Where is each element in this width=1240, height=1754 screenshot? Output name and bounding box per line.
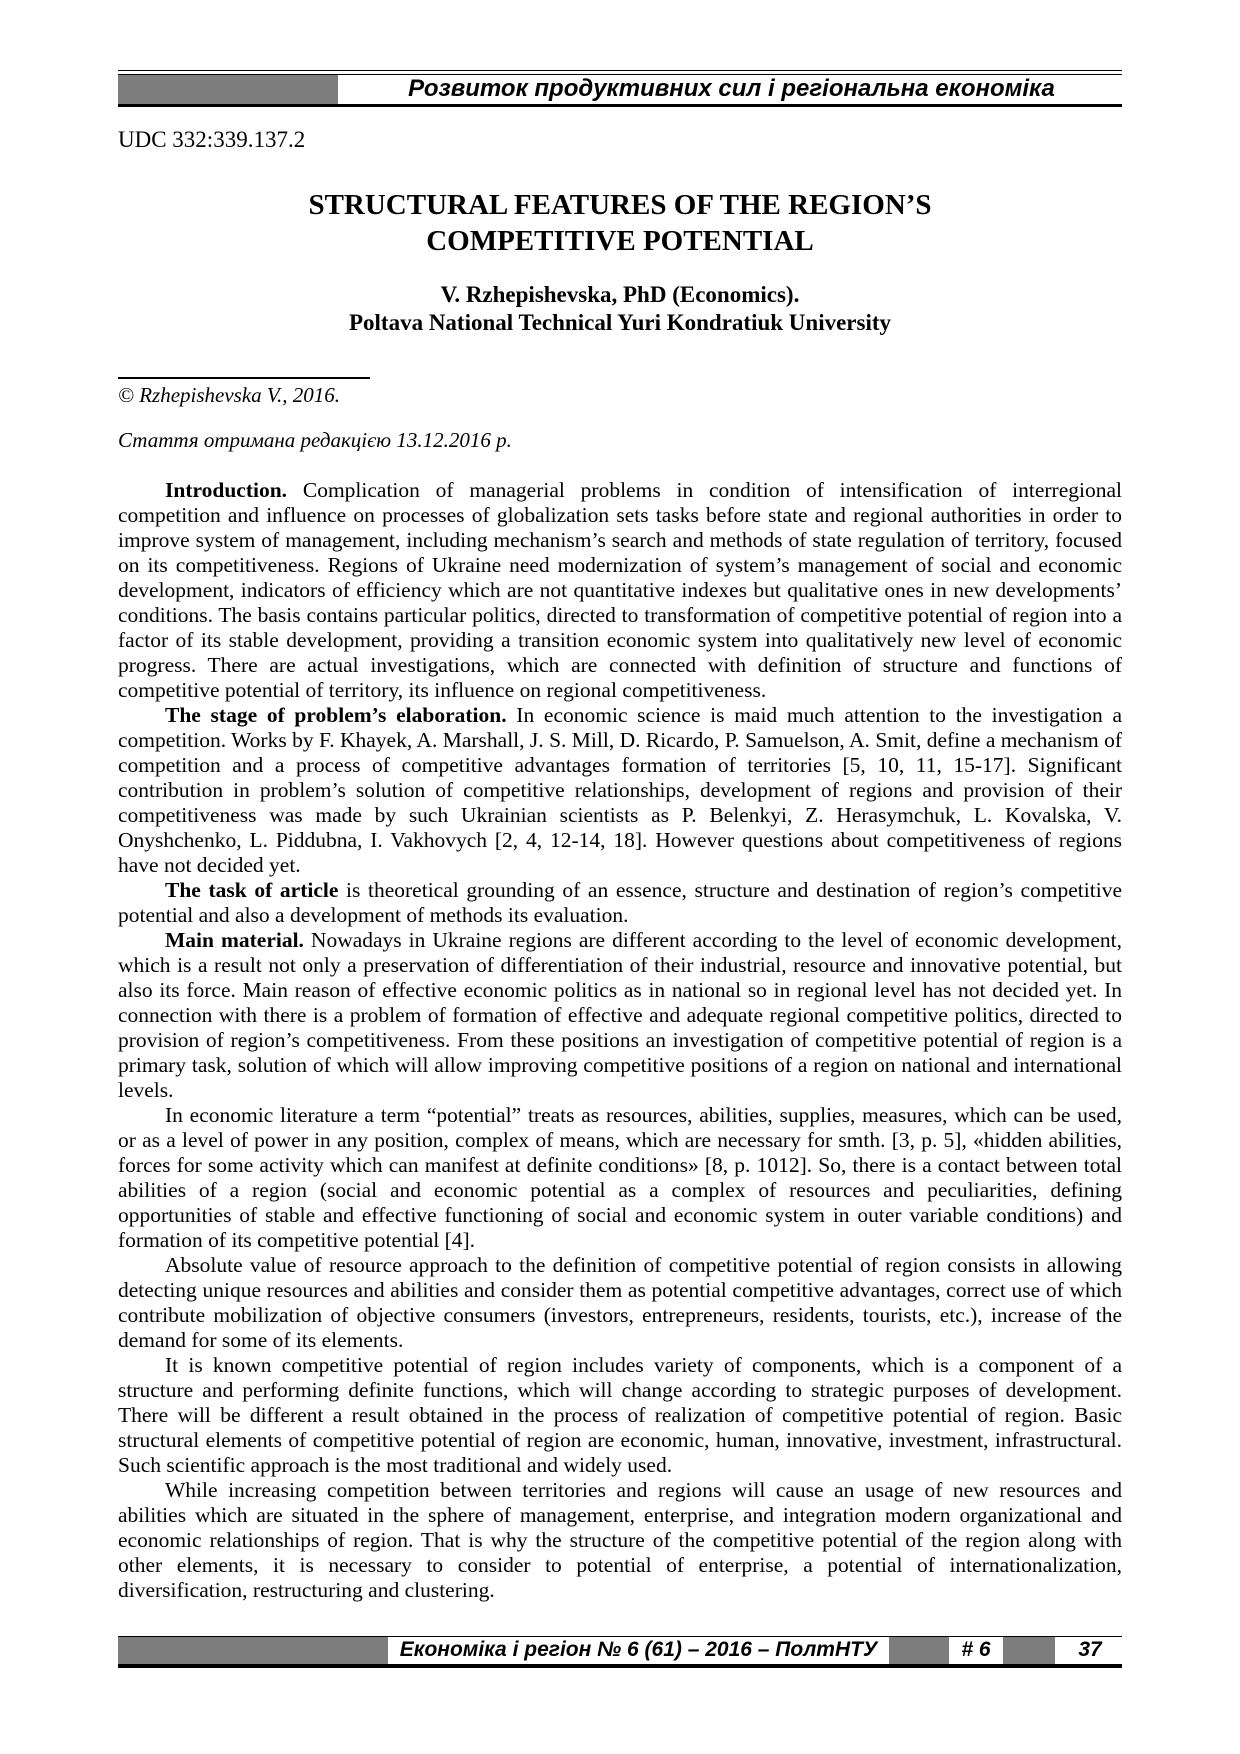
udc-code: UDC 332:339.137.2 [118,127,306,152]
footer-gray-block-1 [118,1637,388,1664]
paragraph: In economic literature a term “potential” treats as resources, abilities, supplies, measures, which can be used, or as a level of power in any position, complex of means, which are necessary for smth. [3, p. 5], «hidden abilities, forces for some activity which can manifest at definite conditions» [8, p. 1012]. So, there is a contact between total abilities of a region (social and economic potential as a complex of resources and peculiarities, defining opportunities of stable and effective functioning of social and economic system in outer variable conditions) and formation of its competitive potential [4]. [118,1103,1122,1252]
author-block [118,281,1122,337]
paragraph-lead: The task of article [165,878,339,902]
paragraph: While increasing competition between territories and regions will cause an usage of new resources and abilities which are situated in the sphere of management, enterprise, and integration modern organizational and economic relationships of region. That is why the structure of the competitive potential of the region along with other elements, it is necessary to consider to potential of enterprise, a potential of internationalization, diversification, restructuring and clustering. [118,1478,1122,1602]
paragraph: It is known competitive potential of region includes variety of components, which is a component of a structure and performing definite functions, which will change according to strategic purposes of development. There will be different a result obtained in the process of realization of competitive potential of region. Basic structural elements of competitive potential of region are economic, human, innovative, investment, infrastructural. Such scientific approach is the most traditional and widely used. [118,1353,1122,1477]
paragraph: The stage of problem’s elaboration. In economic science is maid much attention to the investigation a competition. Works by F. Khayek, A. Marshall, J. S. Mill, D. Ricardo, P. Samuelson, A. Smit, define a mechanism of competition and a process of competitive advantages formation of territories [5, 10, 11, 15-17]. Significant contribution in problem’s solution of competitive relationships, development of regions and provision of their competitiveness was made by such Ukrainian scientists as P. Belenkyi, Z. Herasymchuk, L. Kovalska, V. Onyshchenko, L. Piddubna, I. Vakhovych [2, 4, 12-14, 18]. However questions about competitiveness of regions have not decided yet. [118,703,1122,877]
footer-gray-block-2 [889,1637,949,1664]
page-footer [118,1636,1122,1668]
paragraph: The task of article is theoretical grounding of an essence, structure and destination of region’s competitive potential and also a development of methods its evaluation. [118,878,1122,927]
author-name: V. Rzhepishevska, PhD (Economics). [440,282,800,307]
header-bar [118,74,1122,107]
paragraph: Introduction. Complication of managerial problems in condition of intensification of interregional competition and influence on processes of globalization sets tasks before state and regional authorities in order to improve system of management, including mechanism’s search and methods of state regulation of territory, focused on its competitiveness. Regions of Ukraine need modernization of system’s management of social and economic development, indicators of efficiency which are not quantitative indexes but qualitative ones in new developments’ conditions. The basis contains particular politics, directed to transformation of competitive potential of region into a factor of its stable development, providing a transition economic system into qualitatively new level of economic progress. There are actual investigations, which are connected with definition of structure and functions of competitive potential of territory, its influence on regional competitiveness. [118,478,1122,702]
header-top-rule [118,70,1122,71]
footer-page-number: 37 [1078,1637,1102,1661]
paragraph-lead: Introduction. [165,478,288,502]
article-title-line1: STRUCTURAL FEATURES OF THE REGION’S [308,189,932,221]
paragraph: Main material. Nowadays in Ukraine regions are different according to the level of economic development, which is a result not only a preservation of differentiation of their industrial, resource and innovative potential, but also its force. Main reason of effective economic politics as in national so in regional level has not decided yet. In connection with there is a problem of formation of effective and adequate regional competitive politics, directed to provision of region’s competitiveness. From these positions an investigation of competitive potential of region is a primary task, solution of which will allow improving competitive positions of a region on national and international levels. [118,928,1123,1102]
copyright-rule [118,377,370,379]
header-gray-block [118,75,338,104]
article-title-line2: COMPETITIVE POTENTIAL [426,225,814,257]
paragraph-lead: The stage of problem’s elaboration. [165,703,507,727]
paragraph: Absolute value of resource approach to the definition of competitive potential of region consists in allowing detecting unique resources and abilities and consider them as potential competitive advantages, correct use of which contribute mobilization of objective consumers (investors, entrepreneurs, residents, tourists, etc.), increase of the demand for some of its elements. [118,1253,1122,1352]
footer-journal-title: Економіка і регіон № 6 (61) – 2016 – ПолтНТУ [399,1637,878,1661]
footer-gray-block-3 [1003,1637,1055,1664]
received-note: Стаття отримана редакцією 13.12.2016 р. [118,428,512,452]
paragraph-lead: Main material. [165,928,304,952]
copyright-note: © Rzhepishevska V., 2016. [118,383,341,407]
page-header [118,70,1122,107]
author-affiliation: Poltava National Technical Yuri Kondratiuk University [348,310,892,335]
copyright-block [118,377,1122,408]
article-title [118,187,1122,259]
footer-bar [118,1636,1122,1668]
footer-issue-label: # 6 [961,1637,991,1661]
article-body [118,478,1122,1603]
section-title: Розвиток продуктивних сил і регіональна економіка [408,74,1055,102]
